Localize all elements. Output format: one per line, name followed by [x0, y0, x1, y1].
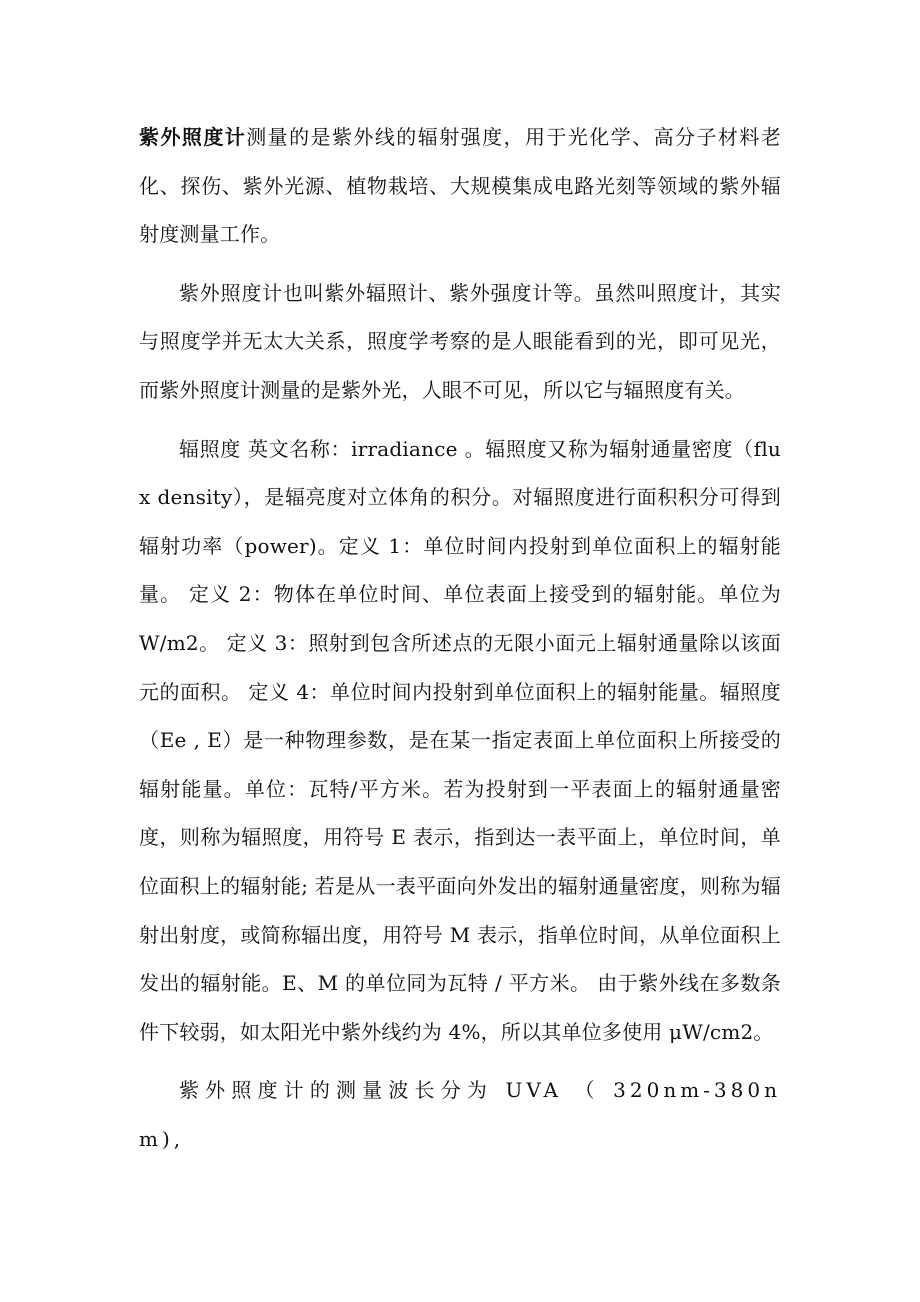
- paragraph-intro: [139, 113, 781, 259]
- paragraph-irradiance: 辐照度 英文名称：irradiance 。辐照度又称为辐射通量密度（flux density），是辐亮度对立体角的积分。对辐照度进行面积积分可得到辐射功率（power)。定义 1：单位时间内投射到单位面积上的辐射能量。 定义 2：物体在单位时间、单位表面上接受到的辐射能。单位为 W/m2。 定义 3：照射到包含所述点的无限小面元上辐射通量除以该面元的面积。 定义 4：单位时间内投射到单位面积上的辐射能量。辐照度（Ee , E）是一种物理参数，是在某一指定表面上单位面积上所接受的辐射能量。单位：瓦特/平方米。若为投射到一平表面上的辐射通量密度，则称为辐照度，用符号 E 表示，指到达一表平面上，单位时间，单位面积上的辐射能; 若是从一表平面向外发出的辐射通量密度，则称为辐射出射度，或简称辐出度，用符号 M 表示，指单位时间，从单位面积上发出的辐射能。E、M 的单位同为瓦特 / 平方米。 由于紫外线在多数条件下较弱，如太阳光中紫外线约为 4%，所以其单位多使用 μW/cm2。: [139, 436, 781, 1044]
- document-body: [139, 113, 781, 1163]
- term-lead: 紫外照度计: [139, 125, 247, 149]
- paragraph-wavelength: 紫外照度计的测量波长分为 UVA （ 320nm-380nm),: [139, 1078, 781, 1151]
- paragraph-aliases: 紫外照度计也叫紫外辐照计、紫外强度计等。虽然叫照度计，其实与照度学并无太大关系，照度学考察的是人眼能看到的光，即可见光，而紫外照度计测量的是紫外光，人眼不可见，所以它与辐照度有关。: [139, 280, 781, 402]
- paragraph-intro-text: 测量的是紫外线的辐射强度，用于光化学、高分子材料老化、探伤、紫外光源、植物栽培、大规模集成电路光刻等领域的紫外辐射度测量工作。: [139, 125, 782, 247]
